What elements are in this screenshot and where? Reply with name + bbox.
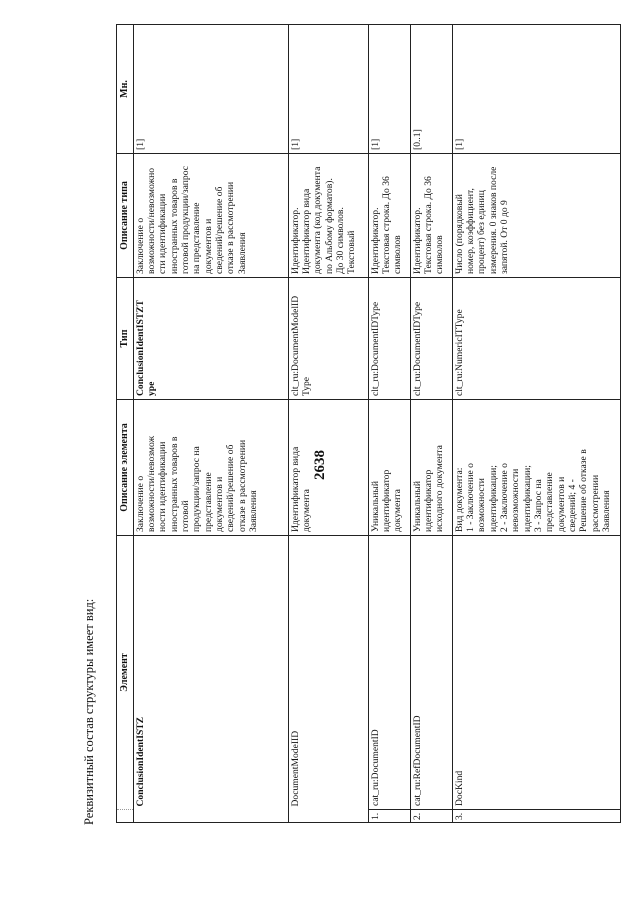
row-type: [133, 278, 288, 400]
cell-text-line: возможности: [476, 478, 488, 532]
row-type: [410, 278, 452, 400]
cell-text-line: Текстовая строка. До 36: [381, 176, 393, 274]
cell-text-line: представление: [202, 472, 214, 532]
cell-text-line: номер, коэффициент,: [465, 188, 477, 274]
row-element: [452, 536, 620, 810]
table-row: [133, 25, 288, 823]
cell-text-line: ype: [146, 381, 158, 396]
cell-text-line: по Альбому форматов).: [323, 178, 335, 274]
row-multiplicity: [1]: [368, 25, 410, 154]
cell-text-line: невозможности: [510, 468, 522, 532]
cell-text-line: возможности/невозмож: [146, 435, 158, 532]
row-number: [133, 810, 288, 823]
header-type: Тип: [117, 278, 134, 400]
cell-text-line: документа (код документа: [312, 166, 324, 274]
cell-text-line: иностранных товаров в: [168, 178, 180, 274]
cell-text-line: сти идентификации: [157, 193, 169, 274]
row-type: [288, 278, 368, 400]
row-type-description: [368, 154, 410, 278]
cell-text-line: готовой: [180, 500, 192, 532]
cell-text-line: До 30 символов.: [335, 207, 347, 274]
header-number: [117, 810, 134, 823]
table-row: [452, 25, 620, 823]
row-type-description: [410, 154, 452, 278]
row-multiplicity: [1]: [133, 25, 288, 154]
cell-text-line: отказе в рассмотрении: [225, 181, 237, 274]
cell-text-line: clt_ru:NumericITType: [453, 309, 465, 396]
cell-text-line: Заявления: [236, 232, 248, 274]
header-description: Описание элемента: [117, 400, 134, 536]
cell-text-line: Идентификатор.: [411, 207, 423, 274]
cell-text-line: рассмотрении: [589, 474, 601, 532]
cell-text-line: идентификации;: [487, 465, 499, 532]
row-description: [368, 400, 410, 536]
cell-text-line: представление: [544, 472, 556, 532]
element-name: ConclusionIdentISTZ: [134, 716, 146, 807]
row-element: [133, 536, 288, 810]
requisites-table: [116, 24, 621, 823]
cell-text-line: Текстовый: [346, 230, 358, 274]
cell-text-line: документа: [301, 489, 313, 532]
row-element: [368, 536, 410, 810]
row-type-description: [288, 154, 368, 278]
row-type: [452, 278, 620, 400]
cell-text-line: ConclusionIdentISTZT: [134, 300, 146, 396]
intro-text: Реквизитный состав структуры имеет вид:: [82, 598, 96, 825]
cell-text-line: Заключение о: [134, 217, 146, 274]
cell-text-line: иностранных товаров в: [168, 436, 180, 532]
cell-text-line: измерения. 0 знаков после: [487, 166, 499, 274]
cell-text-line: сведений/решение об: [213, 186, 225, 274]
element-name: cat_ru:RefDocumentID: [411, 715, 423, 806]
cell-text-line: Решение об отказе в: [578, 449, 590, 532]
cell-text-line: документа: [392, 489, 404, 532]
table-header-row: [117, 25, 134, 823]
cell-text-line: ности идентификации: [157, 441, 169, 532]
row-number: [288, 810, 368, 823]
cell-text-line: на представление: [191, 202, 203, 274]
row-element: [288, 536, 368, 810]
cell-text-line: готовой продукции/запрос: [180, 165, 192, 274]
cell-text-line: исходного документа: [434, 445, 446, 532]
header-multiplicity: Мн.: [117, 25, 134, 154]
cell-text-line: Идентификатор.: [289, 207, 301, 274]
cell-text-line: clt_ru:DocumentIDType: [411, 301, 423, 396]
cell-text-line: идентификации;: [521, 465, 533, 532]
table-row: [288, 25, 368, 823]
row-description: [452, 400, 620, 536]
cell-text-line: Уникальный: [369, 481, 381, 532]
cell-text-line: clt_ru:DocumentIDType: [369, 301, 381, 396]
row-description: [410, 400, 452, 536]
cell-text-line: отказе в рассмотрении: [236, 439, 248, 532]
cell-text-line: символов: [434, 235, 446, 274]
cell-text-line: Текстовая строка. До 36: [423, 176, 435, 274]
cell-text-line: Type: [301, 376, 313, 396]
cell-text-line: сведений/решение об: [225, 444, 237, 532]
row-number: 3.: [452, 810, 620, 823]
cell-text-line: 3 - Запрос на: [532, 479, 544, 532]
cell-text-line: символов: [392, 235, 404, 274]
cell-text-line: Заключение о: [134, 475, 146, 532]
cell-text-line: сведений; 4 -: [566, 479, 578, 532]
cell-text-line: возможности/невозможно: [146, 167, 158, 274]
row-number: 2.: [410, 810, 452, 823]
cell-text-line: Вид документа:: [453, 467, 465, 532]
page-number: 2638: [312, 450, 328, 480]
header-element: Элемент: [117, 536, 134, 810]
header-type-description: Описание типа: [117, 154, 134, 278]
table-row: [368, 25, 410, 823]
cell-text-line: запятой. От 0 до 9: [499, 200, 511, 274]
cell-text-line: 1 - Заключение о: [465, 463, 477, 532]
table-row: [410, 25, 452, 823]
cell-text-line: продукции/запрос на: [191, 446, 203, 532]
cell-text-line: Уникальный: [411, 481, 423, 532]
row-multiplicity: [1]: [288, 25, 368, 154]
row-multiplicity: [1]: [452, 25, 620, 154]
element-name: cat_ru:DocumentID: [369, 729, 381, 806]
cell-text-line: Заявления: [247, 490, 259, 532]
row-number: 1.: [368, 810, 410, 823]
cell-text-line: идентификатор: [381, 469, 393, 532]
element-name: DocumentModeIID: [289, 730, 301, 807]
cell-text-line: документов и: [202, 218, 214, 274]
row-element: [410, 536, 452, 810]
row-type-description: [133, 154, 288, 278]
row-type-description: [452, 154, 620, 278]
row-description: [133, 400, 288, 536]
cell-text-line: Идентификатор вида: [301, 188, 313, 274]
cell-text-line: clt_ru:DocumentModelID: [289, 295, 301, 396]
cell-text-line: Число (порядковый: [453, 194, 465, 274]
cell-text-line: документов и: [213, 476, 225, 532]
cell-text-line: процент) без единиц: [476, 190, 488, 274]
table-body: [133, 25, 620, 823]
cell-text-line: Идентификатор.: [369, 207, 381, 274]
cell-text-line: 2 - Заключение о: [499, 463, 511, 532]
cell-text-line: Заявления: [600, 490, 612, 532]
row-type: [368, 278, 410, 400]
element-name: DocKind: [453, 770, 465, 806]
cell-text-line: документов и: [555, 476, 567, 532]
cell-text-line: идентификатор: [423, 469, 435, 532]
row-description: [288, 400, 368, 536]
cell-text-line: Идентификатор вида: [289, 446, 301, 532]
row-multiplicity: [0..1]: [410, 25, 452, 154]
